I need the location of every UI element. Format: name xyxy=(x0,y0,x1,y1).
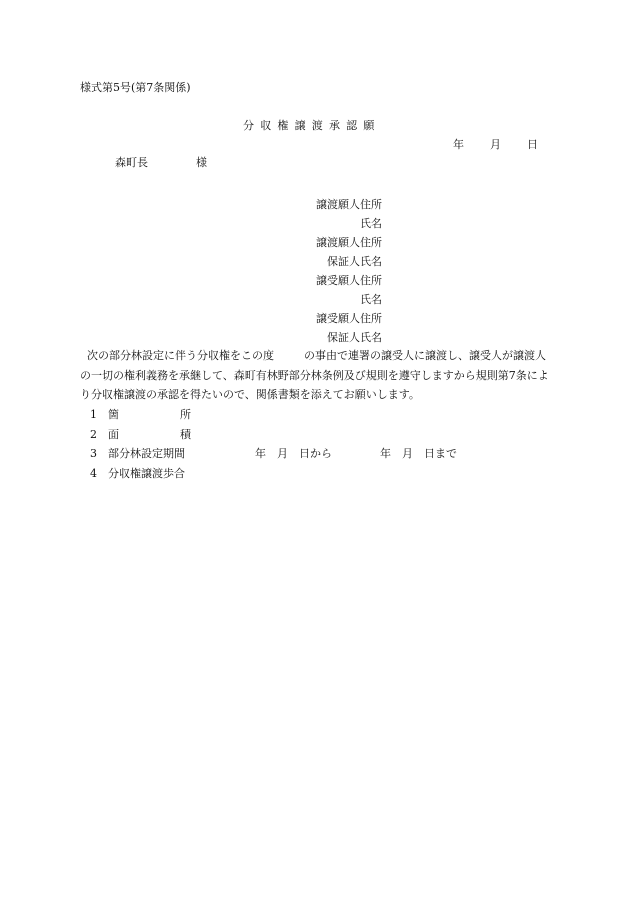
applicant-fields xyxy=(316,195,382,347)
field-label: 譲受願人住所 xyxy=(316,274,382,287)
addressee-name: 森町長 xyxy=(115,156,148,169)
body-paragraph xyxy=(80,346,550,405)
addressee xyxy=(115,157,207,168)
date-month: 月 xyxy=(490,138,501,151)
date-year: 年 xyxy=(453,138,464,151)
document-title: 分収権譲渡承認願 xyxy=(243,119,381,132)
date-line xyxy=(453,139,538,150)
body-part-1: 次の部分林設定に伴う分収権をこの度 xyxy=(87,349,274,362)
form-number: 様式第5号(第7条関係) xyxy=(80,81,191,94)
list-item: 1 箇 所 xyxy=(90,408,191,421)
list-item: 4 分収権譲渡歩合 xyxy=(90,466,185,480)
addressee-honorific: 様 xyxy=(196,156,207,169)
field-label: 保証人氏名 xyxy=(327,331,382,344)
field-label: 譲渡願人住所 xyxy=(316,236,382,249)
date-day: 日 xyxy=(527,138,538,151)
body-part-2: の事由で連署の譲受人に譲渡し、譲受人が譲渡人の一切の権利義務を承継して、森町有林野部分林条例及び規則を遵守しますから規則第7条により分収権譲渡の承認を得たいので、関係書類を添えてお願いします。 xyxy=(80,349,549,401)
item-list xyxy=(90,405,457,483)
field-label: 保証人氏名 xyxy=(327,255,382,268)
field-label: 氏名 xyxy=(360,293,382,306)
list-item: 3 部分林設定期間 年 月 日から 年 月 日まで xyxy=(90,447,457,460)
field-label: 譲渡願人住所 xyxy=(316,198,382,211)
list-item: 2 面 積 xyxy=(90,427,191,441)
field-label: 譲受願人住所 xyxy=(316,312,382,325)
field-label: 氏名 xyxy=(360,217,382,230)
